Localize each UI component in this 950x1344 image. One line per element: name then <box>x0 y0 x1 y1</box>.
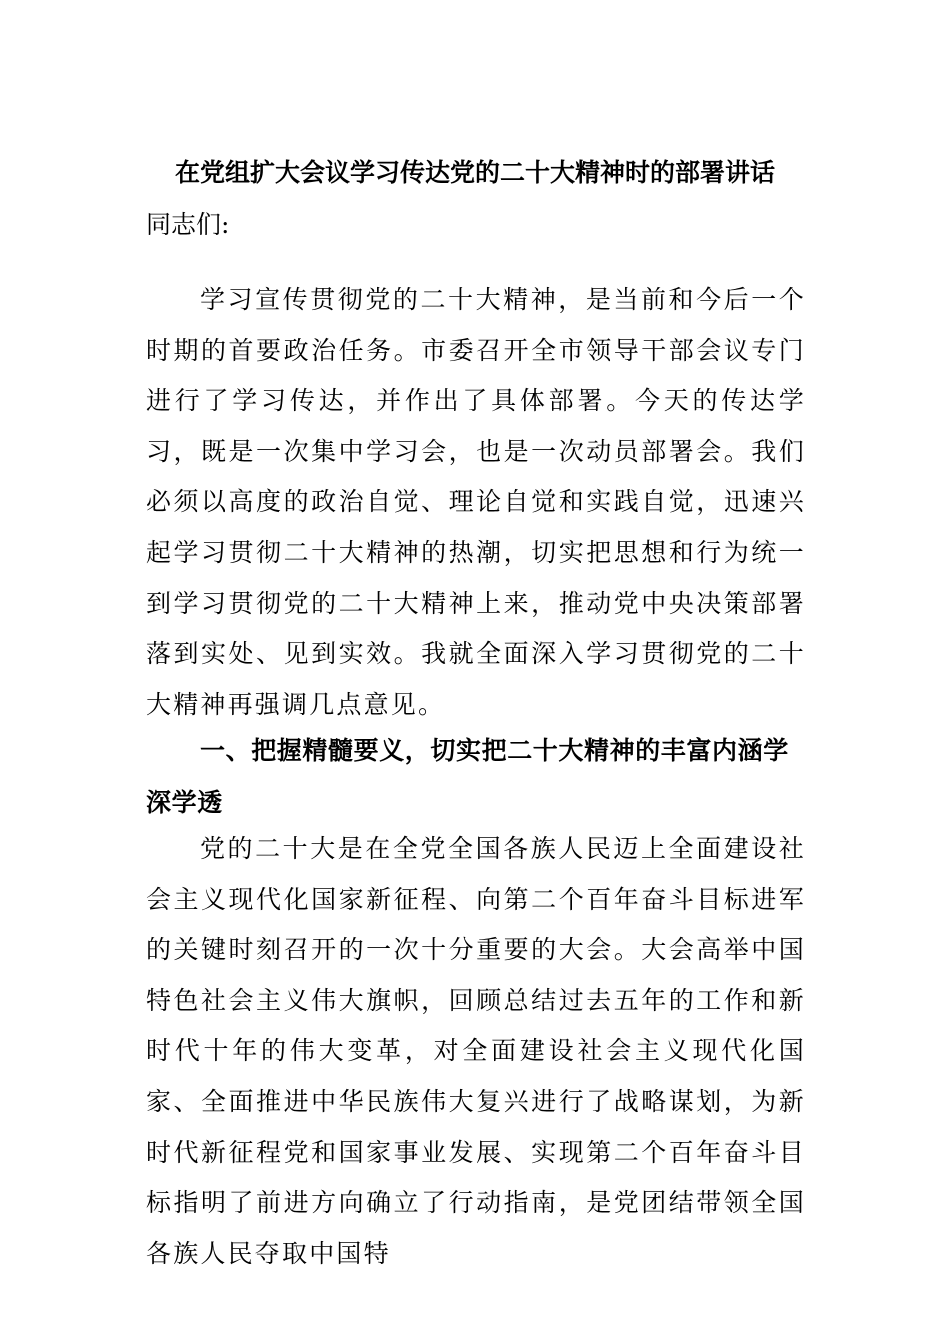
paragraph-section-1: 党的二十大是在全党全国各族人民迈上全面建设社会主义现代化国家新征程、向第二个百年奋斗目标进军的关键时刻召开的一次十分重要的大会。大会高举中国特色社会主义伟大旗帜，回顾总结过去五年的工作和新时代十年的伟大变革，对全面建设社会主义现代化国家、全面推进中华民族伟大复兴进行了战略谋划，为新时代新征程党和国家事业发展、实现第二个百年奋斗目标指明了前进方向确立了行动指南，是党团结带领全国各族人民夺取中国特 <box>146 834 806 1268</box>
section-heading-1: 一、把握精髓要义，切实把二十大精神的丰富内涵学深学透 <box>146 736 789 817</box>
document-title: 在党组扩大会议学习传达党的二十大精神时的部署讲话 <box>174 158 775 187</box>
salutation: 同志们: <box>146 210 230 239</box>
paragraph-intro: 学习宣传贯彻党的二十大精神，是当前和今后一个时期的首要政治任务。市委召开全市领导干部会议专门进行了学习传达，并作出了具体部署。今天的传达学习，既是一次集中学习会，也是一次动员部署会。我们必须以高度的政治自觉、理论自觉和实践自觉，迅速兴起学习贯彻二十大精神的热潮，切实把思想和行为统一到学习贯彻党的二十大精神上来，推动党中央决策部署落到实处、见到实效。我就全面深入学习贯彻党的二十大精神再强调几点意见。 <box>146 285 806 719</box>
